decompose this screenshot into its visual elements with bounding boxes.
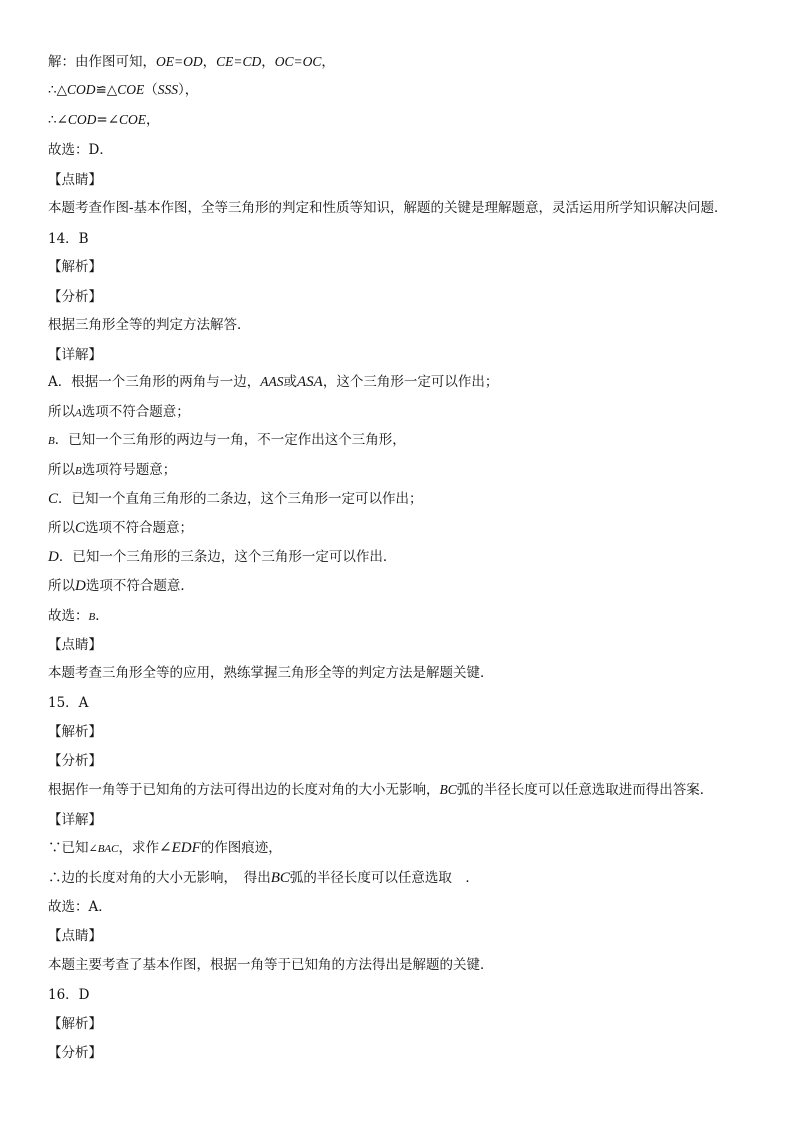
text-run: ， (146, 112, 160, 128)
text-run: 【详解】 (48, 347, 102, 363)
math-expression: BC (270, 870, 290, 886)
math-expression: D (75, 578, 86, 594)
text-line (48, 489, 760, 509)
text-run: 【解析】 (48, 1016, 102, 1032)
text-run: 根据三角形全等的判定方法解答． (48, 317, 251, 333)
text-line (48, 257, 760, 277)
text-run: ∴△ (48, 82, 67, 98)
math-expression: ∠BAC (88, 843, 119, 855)
math-expression: CE=CD (216, 54, 262, 69)
text-run: 16．D (48, 987, 90, 1003)
text-line (48, 576, 760, 596)
text-run: 故选： (48, 608, 89, 624)
text-run: ．已知一个三角形的两边与一角，不一定作出这个三角形， (54, 432, 406, 448)
math-expression: B (88, 611, 96, 623)
text-run: ， (202, 54, 217, 70)
text-run: 所以 (48, 520, 75, 536)
text-line (48, 430, 760, 451)
math-expression: COE (117, 82, 145, 97)
text-run: 本题考查三角形全等的应用，熟练掌握三角形全等的判定方法是解题关键． (48, 665, 494, 681)
text-run: 本题主要考查了基本作图，根据一角等于已知角的方法得出是解题的关键． (48, 957, 494, 973)
text-line (48, 751, 760, 771)
math-expression: SSS (157, 82, 178, 97)
text-run: 的作图痕迹， (200, 840, 282, 856)
text-run: 【点睛】 (48, 637, 102, 653)
text-line (48, 402, 760, 423)
text-line (48, 229, 760, 249)
math-expression: C (75, 520, 86, 536)
text-run: （ (144, 82, 158, 98)
text-run: 14．B (48, 231, 89, 247)
text-line (48, 52, 760, 72)
text-line (48, 955, 760, 975)
text-run: 【分析】 (48, 753, 102, 769)
text-line (48, 606, 760, 627)
text-line (48, 1043, 760, 1063)
text-line (48, 635, 760, 655)
text-run: 所以 (48, 462, 75, 478)
text-run: ，这个三角形一定可以作出； (322, 374, 499, 390)
text-run: 选项不符合题意． (85, 578, 194, 594)
math-expression: D (48, 549, 59, 565)
math-expression: COD (67, 112, 97, 127)
text-run: 解：由作图可知， (48, 54, 156, 70)
text-run: ∴∠ (48, 112, 68, 128)
text-run: ≌△ (95, 82, 118, 98)
math-expression: OC=OC (274, 54, 322, 69)
text-line (48, 663, 760, 683)
text-line (48, 372, 760, 392)
math-expression: COD (66, 82, 96, 97)
text-run: ， (321, 54, 335, 70)
text-run: ．已知一个直角三角形的二条边，这个三角形一定可以作出； (58, 491, 423, 507)
math-expression: B (48, 435, 55, 447)
text-run: ，求作 (118, 840, 159, 856)
text-run: 【分析】 (48, 289, 102, 305)
math-expression: C (48, 491, 59, 507)
text-run: 【详解】 (48, 812, 102, 828)
text-line (48, 170, 760, 190)
text-run: 【点睛】 (48, 172, 102, 188)
text-run: 或 (283, 374, 297, 390)
math-expression: BC (439, 782, 457, 797)
text-run: 根据作一角等于已知角的方法可得出边的长度对角的大小无影响， (48, 782, 440, 798)
text-run: 本题考查作图-基本作图，全等三角形的判定和性质等知识，解题的关键是理解题意，灵活运用所学知识解决问题． (48, 200, 728, 216)
text-run: 【分析】 (48, 1045, 102, 1061)
text-run: ）， (177, 82, 199, 98)
text-run: 弧的半径长度可以任意选取 ． (289, 870, 479, 886)
text-run: 弧的半径长度可以任意选取进而得出答案． (456, 782, 714, 798)
text-line (48, 838, 760, 859)
text-line (48, 722, 760, 742)
text-line (48, 780, 760, 800)
text-run: 选项符号题意； (81, 462, 177, 478)
text-line (48, 140, 760, 160)
math-expression: B (75, 465, 82, 477)
math-expression: A (75, 407, 82, 419)
text-run: 选项不符合题意； (81, 404, 190, 420)
text-run: 【点睛】 (48, 928, 102, 944)
text-line (48, 518, 760, 538)
text-line (48, 926, 760, 946)
text-line (48, 80, 760, 100)
text-line (48, 198, 760, 218)
math-expression: ASA (297, 374, 323, 390)
text-line (48, 547, 760, 567)
math-expression: OE=OD (156, 54, 203, 69)
text-run: ， (261, 54, 275, 70)
text-run: 15．A (48, 695, 89, 711)
text-run: ∵已知 (48, 840, 89, 856)
text-run: ． (95, 608, 109, 624)
text-line (48, 110, 760, 130)
text-run: A．根据一个三角形的两角与一边， (48, 374, 261, 390)
text-run: 【解析】 (48, 724, 102, 740)
text-line (48, 810, 760, 830)
text-run: 故选：A． (48, 899, 112, 915)
text-line (48, 693, 760, 713)
text-line (48, 315, 760, 335)
text-run: 所以 (48, 404, 75, 420)
text-run: ∴边的长度对角的大小无影响， 得出 (48, 870, 271, 886)
text-run: 选项不符合题意； (85, 520, 194, 536)
text-line (48, 985, 760, 1005)
text-run: ．已知一个三角形的三条边，这个三角形一定可以作出． (58, 549, 397, 565)
math-expression: AAS (260, 374, 284, 389)
text-run: 故选：D． (48, 142, 113, 158)
math-expression: ∠EDF (159, 840, 201, 856)
text-line (48, 868, 760, 888)
text-run: =∠ (96, 112, 120, 128)
text-line (48, 460, 760, 481)
math-expression: COE (119, 112, 147, 127)
text-line (48, 897, 760, 917)
text-run: 【解析】 (48, 259, 102, 275)
text-line (48, 345, 760, 365)
text-run: 所以 (48, 578, 75, 594)
text-line (48, 1014, 760, 1034)
text-line (48, 287, 760, 307)
